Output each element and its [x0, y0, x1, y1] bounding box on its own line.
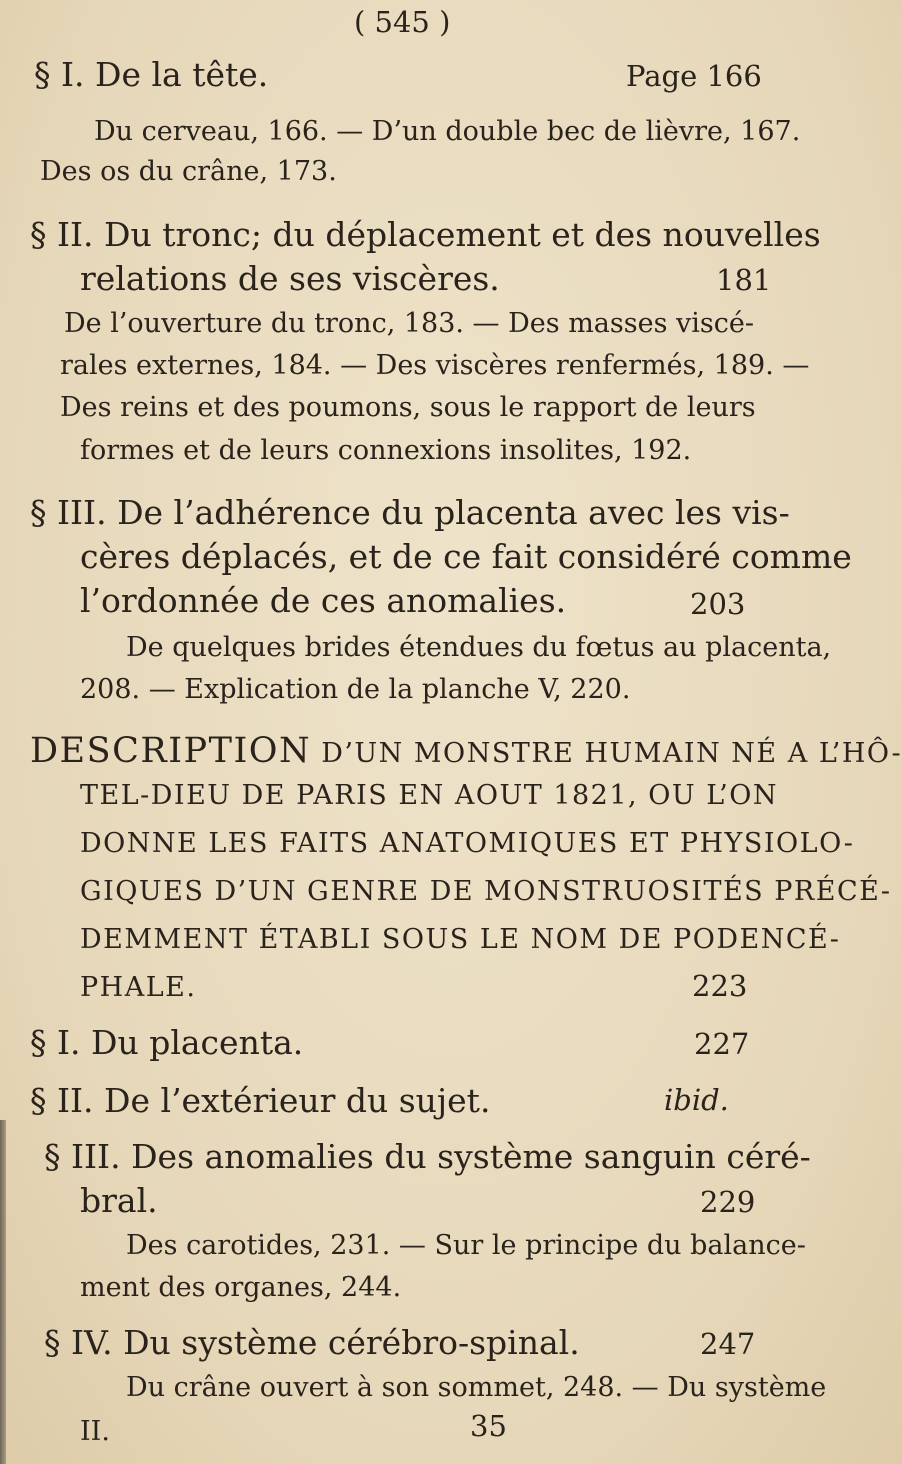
description-page: 223 — [692, 969, 748, 1003]
toc-page-7: 247 — [700, 1327, 756, 1361]
toc-detail-6b: ment des organes, 244. — [80, 1272, 402, 1303]
toc-page-4: 227 — [694, 1027, 750, 1061]
toc-detail-2d: formes et de leurs connexions insolites, 192. — [80, 435, 692, 466]
toc-heading-6b: bral. — [80, 1181, 158, 1220]
toc-detail-7a: Du crâne ouvert à son sommet, 248. — Du système — [126, 1372, 827, 1403]
toc-heading-1: § I. De la tête. — [34, 55, 269, 94]
toc-detail-2c: Des reins et des poumons, sous le rapport de leurs — [60, 392, 756, 423]
page-edge-shadow — [0, 1120, 6, 1464]
description-line-4: GIQUES D’UN GENRE DE MONSTRUOSITÉS PRÉCÉ- — [80, 876, 892, 907]
toc-detail-2b: rales externes, 184. — Des viscères renfermés, 189. — — [60, 350, 810, 381]
toc-heading-7: § IV. Du système cérébro-spinal. — [44, 1323, 580, 1362]
toc-heading-3: § III. De l’adhérence du placenta avec les vis- — [30, 493, 790, 532]
description-line-6: PHALE. — [80, 972, 197, 1003]
toc-heading-3c: l’ordonnée de ces anomalies. — [80, 581, 567, 620]
toc-page-6: 229 — [700, 1185, 756, 1219]
toc-detail-3b: 208. — Explication de la planche V, 220. — [80, 674, 631, 705]
toc-page-3: 203 — [690, 587, 746, 621]
toc-detail-1a: Du cerveau, 166. — D’un double bec de lièvre, 167. — [94, 116, 801, 147]
toc-heading-2: § II. Du tronc; du déplacement et des nouvelles — [30, 215, 821, 254]
gathering-number: 35 — [470, 1409, 507, 1443]
toc-heading-5: § II. De l’extérieur du sujet. — [30, 1081, 491, 1120]
toc-heading-3b: cères déplacés, et de ce fait considéré comme — [80, 537, 852, 576]
toc-detail-1b: Des os du crâne, 173. — [40, 156, 337, 187]
toc-detail-2a: De l’ouverture du tronc, 183. — Des masses viscé- — [64, 308, 755, 339]
toc-heading-4: § I. Du placenta. — [30, 1023, 304, 1062]
toc-detail-3a: De quelques brides étendues du fœtus au placenta, — [126, 632, 832, 663]
folio-number: ( 545 ) — [354, 5, 451, 39]
description-line-1: DESCRIPTION D’UN MONSTRE HUMAIN NÉ A L’HÔ- — [30, 731, 902, 771]
toc-page-2: 181 — [716, 263, 772, 297]
toc-heading-2b: relations de ses viscères. — [80, 259, 500, 298]
description-line-2: TEL-DIEU DE PARIS EN AOUT 1821, OU L’ON — [80, 780, 779, 811]
toc-page-5: ibid. — [664, 1083, 729, 1117]
toc-page-1: Page 166 — [626, 59, 762, 93]
signature-mark: II. — [80, 1416, 110, 1447]
toc-detail-6a: Des carotides, 231. — Sur le principe du balance- — [126, 1230, 806, 1261]
toc-heading-6: § III. Des anomalies du système sanguin céré- — [44, 1137, 811, 1176]
description-line-3: DONNE LES FAITS ANATOMIQUES ET PHYSIOLO- — [80, 828, 855, 859]
description-line-5: DEMMENT ÉTABLI SOUS LE NOM DE PODENCÉ- — [80, 924, 841, 955]
